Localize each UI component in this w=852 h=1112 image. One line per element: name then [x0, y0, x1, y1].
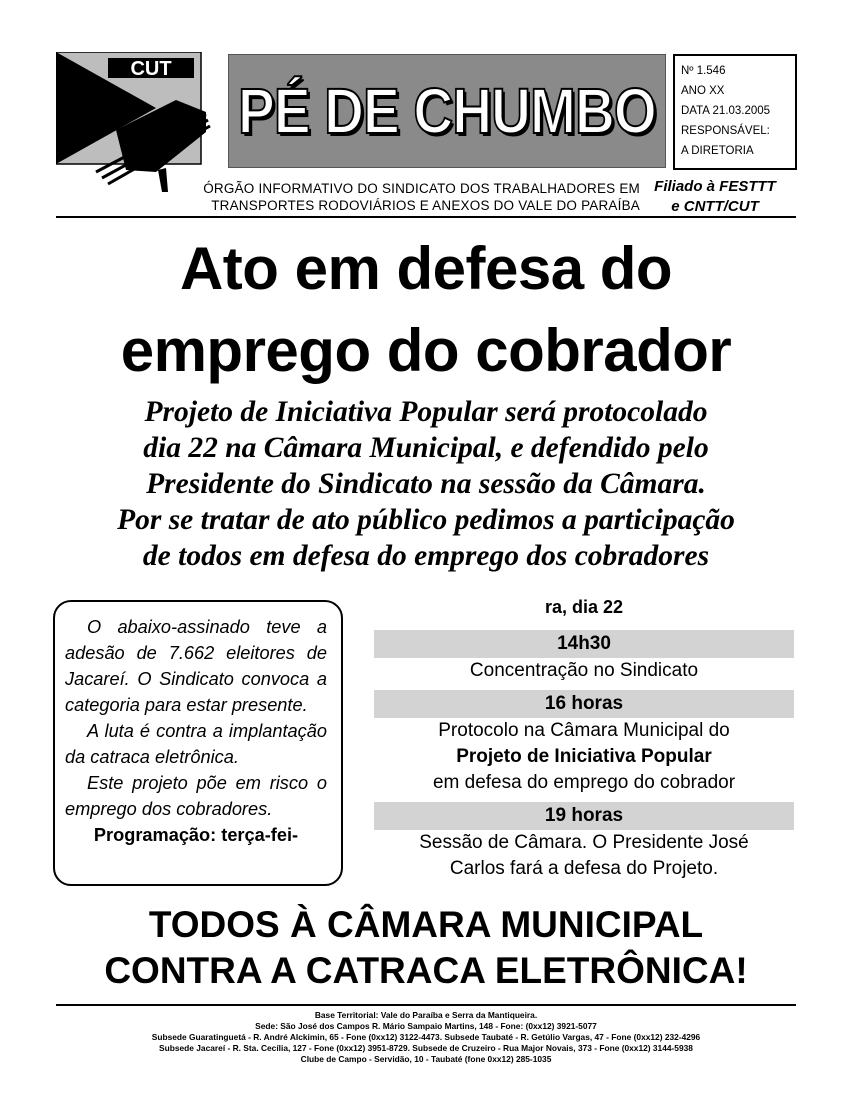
deck-line: Projeto de Iniciativa Popular será protocolado: [144, 396, 708, 428]
schedule-item: [374, 658, 794, 684]
footer-addresses: [56, 1010, 796, 1065]
issue-date: DATA 21.03.2005: [681, 105, 771, 117]
main-headline: [30, 228, 822, 392]
organization-description: [150, 180, 640, 214]
issue-year: ANO XX: [681, 85, 725, 97]
issue-responsible-label: RESPONSÁVEL:: [681, 125, 770, 137]
masthead: [228, 54, 666, 168]
call-line-1: TODOS À CÂMARA MUNICIPAL: [148, 904, 704, 945]
footer-line: Base Territorial: Vale do Paraíba e Serra da Mantiqueira.: [314, 1010, 538, 1020]
affiliation: [640, 177, 790, 217]
deck-line: Por se tratar de ato público pedimos a participação: [117, 504, 735, 536]
headline-line-2: emprego do cobrador: [120, 317, 732, 384]
bottom-divider: [56, 1004, 796, 1006]
logo-text: CUT: [130, 58, 172, 80]
issue-info-box: [673, 54, 797, 170]
org-line-1: ÓRGÃO INFORMATIVO DO SINDICATO DOS TRABALHADORES EM: [203, 181, 640, 196]
footer-line: Subsede Jacareí - R. Sta. Cecília, 127 - Fone (0xx12) 3951-8729. Subsede de Cruzeiro - Rua Major Novais, 373 - Fone (0xx12) 3144-5938: [159, 1043, 693, 1053]
issue-responsible: A DIRETORIA: [681, 145, 754, 157]
schedule-time: 19 horas: [374, 802, 794, 830]
petition-box: [53, 600, 343, 886]
schedule-desc: Protocolo na Câmara Municipal do: [438, 720, 730, 741]
petition-paragraph-1: O abaixo-assinado teve a adesão de 7.662 eleitores de Jacareí. O Sindicato convoca a categoria para estar presente.: [65, 617, 327, 715]
subheadline: [40, 394, 812, 574]
schedule-desc: em defesa do emprego do cobrador: [432, 772, 736, 793]
program-label: Programação: terça-fei-: [93, 825, 299, 845]
deck-line: dia 22 na Câmara Municipal, e defendido pelo: [143, 432, 709, 464]
schedule-desc: Concentração no Sindicato: [469, 660, 699, 681]
footer-line: Clube de Campo - Servidão, 10 - Taubaté (fone 0xx12) 285-1035: [300, 1054, 552, 1064]
petition-paragraph-3: Este projeto põe em risco o emprego dos cobradores.: [65, 773, 327, 819]
affiliation-line-1: Filiado à FESTTT: [654, 178, 776, 195]
issue-number: Nº 1.546: [681, 65, 726, 77]
headline-line-1: Ato em defesa do: [179, 235, 673, 302]
call-line-2: CONTRA A CATRACA ELETRÔNICA!: [104, 950, 748, 991]
schedule-item: [374, 718, 794, 796]
schedule-desc-bold: Projeto de Iniciativa Popular: [456, 746, 712, 767]
cut-logo: [56, 52, 214, 194]
affiliation-line-2: e CNTT/CUT: [671, 198, 759, 215]
schedule-day: ra, dia 22: [544, 597, 624, 617]
schedule: [374, 594, 794, 888]
call-to-action: [30, 902, 822, 994]
schedule-desc: Sessão de Câmara. O Presidente José: [419, 832, 749, 853]
footer-line: Subsede Guaratinguetá - R. André Alckimin, 65 - Fone (0xx12) 3122-4473. Subsede Taubaté - R. Getúlio Vargas, 47 - Fone (0xx12) 232-4296: [151, 1032, 701, 1042]
schedule-time: 14h30: [374, 630, 794, 658]
footer-line: Sede: São José dos Campos R. Mário Sampaio Martins, 148 - Fone: (0xx12) 3921-5077: [255, 1021, 597, 1031]
deck-line: Presidente do Sindicato na sessão da Câmara.: [146, 468, 706, 500]
schedule-item: [374, 830, 794, 882]
top-divider: [56, 216, 796, 218]
schedule-desc: Carlos fará a defesa do Projeto.: [449, 858, 719, 879]
org-line-2: TRANSPORTES RODOVIÁRIOS E ANEXOS DO VALE DO PARAÍBA: [211, 198, 640, 213]
schedule-time: 16 horas: [374, 690, 794, 718]
masthead-title: PÉ DE CHUMBO: [238, 75, 656, 147]
petition-paragraph-2: A luta é contra a implantação da catraca eletrônica.: [65, 721, 327, 767]
deck-line: de todos em defesa do emprego dos cobradores: [142, 540, 710, 572]
